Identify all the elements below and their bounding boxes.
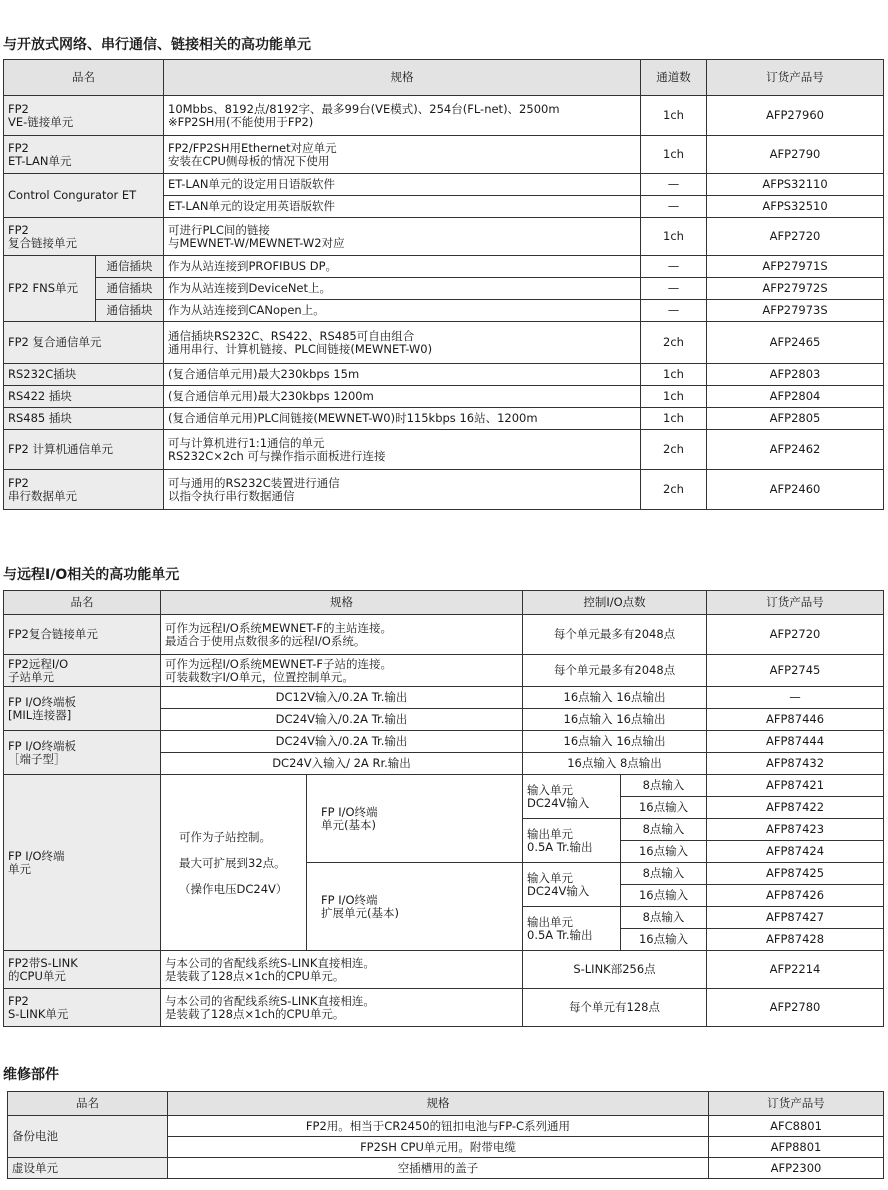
order-number: AFP87421 <box>707 775 884 797</box>
header-name: 品名 <box>8 1092 168 1116</box>
order-number: AFP2803 <box>707 364 884 386</box>
product-spec: 作为从站连接到CANopen上。 <box>164 300 641 322</box>
order-number: AFP87426 <box>707 885 884 907</box>
product-spec: 可作为远程I/O系统MEWNET-F的主站连接。 最适合于使用点数很多的远程I/O系统。 <box>161 615 523 655</box>
output-unit-label: 输出单元 0.5A Tr.输出 <box>523 907 621 951</box>
order-number: AFP2720 <box>707 615 884 655</box>
order-number: AFC8801 <box>709 1116 884 1137</box>
io-points: 每个单元最多有2048点 <box>523 655 707 687</box>
sub-product-label: 通信插块 <box>96 278 164 300</box>
header-spec: 规格 <box>168 1092 709 1116</box>
io-points: 8点输入 <box>621 819 707 841</box>
header-order: 订货产品号 <box>709 1092 884 1116</box>
io-points: 每个单元最多有2048点 <box>523 615 707 655</box>
product-spec: FP2用。相当于CR2450的钮扣电池与FP-C系列通用 <box>168 1116 709 1137</box>
product-name: FP2 ET-LAN单元 <box>4 136 164 174</box>
product-spec: 作为从站连接到PROFIBUS DP。 <box>164 256 641 278</box>
io-points: 16点输入 <box>621 929 707 951</box>
order-number: AFP2462 <box>707 430 884 470</box>
table-row <box>4 386 884 408</box>
product-spec: (复合通信单元用)最大230kbps 1200m <box>164 386 641 408</box>
unit-type-extension: FP I/O终端 扩展单元(基本) <box>307 863 523 951</box>
product-spec: (复合通信单元用)PLC间链接(MEWNET-W0)时115kbps 16站、1200m <box>164 408 641 430</box>
io-points: S-LINK部256点 <box>523 951 707 989</box>
table-row <box>4 951 884 989</box>
product-name: FP2复合链接单元 <box>4 615 161 655</box>
io-points: 16点输入 16点输出 <box>523 709 707 731</box>
table-row <box>4 174 884 196</box>
product-name: FP I/O终端板 [MIL连接器] <box>4 687 161 731</box>
header-name: 品名 <box>4 60 164 96</box>
product-spec: DC24V入输入/ 2A Rr.输出 <box>161 753 523 775</box>
io-points: 8点输入 <box>621 907 707 929</box>
header-order: 订货产品号 <box>707 60 884 96</box>
remote-io-table <box>3 590 884 1027</box>
table-row <box>4 136 884 174</box>
product-name: Control Congurator ET <box>4 174 164 218</box>
table-row <box>4 687 884 709</box>
channel-count: 1ch <box>641 408 707 430</box>
order-number: AFP87444 <box>707 731 884 753</box>
product-spec: ET-LAN单元的设定用英语版软件 <box>164 196 641 218</box>
product-spec: 可与通用的RS232C装置进行通信 以指令执行串行数据通信 <box>164 470 641 510</box>
table-row <box>4 989 884 1027</box>
table-row <box>4 408 884 430</box>
product-spec: DC24V输入/0.2A Tr.输出 <box>161 731 523 753</box>
network-units-table <box>3 59 884 510</box>
unit-type-basic: FP I/O终端 单元(基本) <box>307 775 523 863</box>
channel-count: 1ch <box>641 386 707 408</box>
order-number: AFP2745 <box>707 655 884 687</box>
product-spec: DC24V输入/0.2A Tr.输出 <box>161 709 523 731</box>
channel-count: 1ch <box>641 136 707 174</box>
table-row <box>4 655 884 687</box>
product-description: 可作为子站控制。 最大可扩展到32点。 （操作电压DC24V） <box>161 775 307 951</box>
table-row <box>4 322 884 364</box>
product-spec: DC12V输入/0.2A Tr.输出 <box>161 687 523 709</box>
order-number: AFP87422 <box>707 797 884 819</box>
product-name: RS485 插块 <box>4 408 164 430</box>
table-row <box>4 364 884 386</box>
section3-title: 维修部件 <box>3 1067 59 1083</box>
channel-count: — <box>641 196 707 218</box>
order-number: AFPS32110 <box>707 174 884 196</box>
order-number: AFP87425 <box>707 863 884 885</box>
spare-parts-table <box>7 1091 884 1179</box>
product-spec: 空插槽用的盖子 <box>168 1158 709 1179</box>
table-header-row <box>4 591 884 615</box>
product-name: FP I/O终端 单元 <box>4 775 161 951</box>
product-spec: FP2SH CPU单元用。附带电缆 <box>168 1137 709 1158</box>
output-unit-label: 输出单元 0.5A Tr.输出 <box>523 819 621 863</box>
product-name: FP2 S-LINK单元 <box>4 989 161 1027</box>
sub-product-label: 通信插块 <box>96 256 164 278</box>
io-points: 16点输入 8点输出 <box>523 753 707 775</box>
io-points: 16点输入 16点输出 <box>523 731 707 753</box>
table-row <box>4 731 884 753</box>
order-number: AFP2460 <box>707 470 884 510</box>
product-name: FP2远程I/O 子站单元 <box>4 655 161 687</box>
product-spec: 与本公司的省配线系统S-LINK直接相连。 是装载了128点×1ch的CPU单元。 <box>161 951 523 989</box>
product-spec: 作为从站连接到DeviceNet上。 <box>164 278 641 300</box>
io-points: 16点输入 <box>621 797 707 819</box>
input-unit-label: 输入单元 DC24V输入 <box>523 863 621 907</box>
table-row <box>4 470 884 510</box>
order-number: AFPS32510 <box>707 196 884 218</box>
channel-count: 1ch <box>641 364 707 386</box>
header-spec: 规格 <box>164 60 641 96</box>
channel-count: — <box>641 300 707 322</box>
product-name: 虚设单元 <box>8 1158 168 1179</box>
order-number: AFP87432 <box>707 753 884 775</box>
table-row <box>4 278 884 300</box>
channel-count: — <box>641 256 707 278</box>
product-spec: 可作为远程I/O系统MEWNET-F子站的连接。 可装载数字I/O单元，位置控制单元。 <box>161 655 523 687</box>
header-io: 控制I/O点数 <box>523 591 707 615</box>
order-number: AFP87428 <box>707 929 884 951</box>
product-name: FP2带S-LINK 的CPU单元 <box>4 951 161 989</box>
table-row <box>4 430 884 470</box>
header-name: 品名 <box>4 591 161 615</box>
table-row <box>4 615 884 655</box>
io-points: 16点输入 16点输出 <box>523 687 707 709</box>
product-spec: 通信插块RS232C、RS422、RS485可自由组合 通用串行、计算机链接、PLC间链接(MEWNET-W0) <box>164 322 641 364</box>
order-number: AFP2300 <box>709 1158 884 1179</box>
product-spec: 可与计算机进行1:1通信的单元 RS232C×2ch 可与操作指示面板进行连接 <box>164 430 641 470</box>
order-number: AFP2790 <box>707 136 884 174</box>
header-channels: 通道数 <box>641 60 707 96</box>
product-spec: 与本公司的省配线系统S-LINK直接相连。 是装载了128点×1ch的CPU单元。 <box>161 989 523 1027</box>
product-spec: FP2/FP2SH用Ethernet对应单元 安装在CPU侧母板的情况下使用 <box>164 136 641 174</box>
table-row <box>8 1116 884 1137</box>
channel-count: 1ch <box>641 218 707 256</box>
product-name: RS232C插块 <box>4 364 164 386</box>
product-name: FP2 计算机通信单元 <box>4 430 164 470</box>
input-unit-label: 输入单元 DC24V输入 <box>523 775 621 819</box>
channel-count: — <box>641 278 707 300</box>
channel-count: 2ch <box>641 322 707 364</box>
table-row <box>4 96 884 136</box>
io-points: 8点输入 <box>621 863 707 885</box>
order-number: AFP8801 <box>709 1137 884 1158</box>
table-row <box>4 300 884 322</box>
order-number: AFP87446 <box>707 709 884 731</box>
product-name: FP2 串行数据单元 <box>4 470 164 510</box>
table-row <box>4 775 884 797</box>
section2-title: 与远程I/O相关的高功能单元 <box>3 567 180 583</box>
header-spec: 规格 <box>161 591 523 615</box>
product-name: FP2 复合通信单元 <box>4 322 164 364</box>
sub-product-label: 通信插块 <box>96 300 164 322</box>
product-name: FP2 复合链接单元 <box>4 218 164 256</box>
product-spec: 10Mbbs、8192点/8192字、最多99台(VE模式)、254台(FL-net)、2500m ※FP2SH用(不能使用于FP2) <box>164 96 641 136</box>
order-number: AFP2214 <box>707 951 884 989</box>
order-number: AFP2804 <box>707 386 884 408</box>
order-number: AFP27972S <box>707 278 884 300</box>
product-name: FP2 FNS单元 <box>4 256 96 322</box>
io-points: 16点输入 <box>621 885 707 907</box>
io-points: 每个单元有128点 <box>523 989 707 1027</box>
order-number: AFP27971S <box>707 256 884 278</box>
table-row <box>4 256 884 278</box>
order-number: AFP2805 <box>707 408 884 430</box>
table-header-row <box>8 1092 884 1116</box>
product-spec: ET-LAN单元的设定用日语版软件 <box>164 174 641 196</box>
order-number: AFP2465 <box>707 322 884 364</box>
product-name: 备份电池 <box>8 1116 168 1158</box>
channel-count: 2ch <box>641 470 707 510</box>
order-number: AFP27973S <box>707 300 884 322</box>
order-number: AFP87424 <box>707 841 884 863</box>
order-number: — <box>707 687 884 709</box>
section1-title: 与开放式网络、串行通信、链接相关的高功能单元 <box>3 37 311 53</box>
order-number: AFP27960 <box>707 96 884 136</box>
product-name: RS422 插块 <box>4 386 164 408</box>
table-row <box>8 1158 884 1179</box>
channel-count: 2ch <box>641 430 707 470</box>
order-number: AFP87423 <box>707 819 884 841</box>
channel-count: — <box>641 174 707 196</box>
header-order: 订货产品号 <box>707 591 884 615</box>
channel-count: 1ch <box>641 96 707 136</box>
product-spec: 可进行PLC间的链接 与MEWNET-W/MEWNET-W2对应 <box>164 218 641 256</box>
io-points: 16点输入 <box>621 841 707 863</box>
order-number: AFP2720 <box>707 218 884 256</box>
io-points: 8点输入 <box>621 775 707 797</box>
product-spec: (复合通信单元用)最大230kbps 15m <box>164 364 641 386</box>
order-number: AFP87427 <box>707 907 884 929</box>
order-number: AFP2780 <box>707 989 884 1027</box>
table-header-row <box>4 60 884 96</box>
table-row <box>4 218 884 256</box>
product-name: FP2 VE-链接单元 <box>4 96 164 136</box>
product-name: FP I/O终端板 ［端子型］ <box>4 731 161 775</box>
